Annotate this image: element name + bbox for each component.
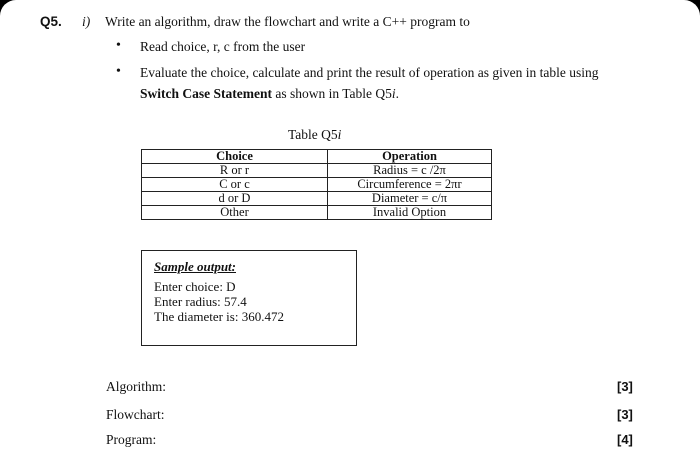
- sample-output-title: Sample output:: [154, 259, 236, 274]
- program-marks: [4]: [617, 432, 633, 447]
- cell-choice: Other: [142, 206, 328, 220]
- flowchart-label: Flowchart:: [106, 407, 165, 422]
- question-text: Write an algorithm, draw the flowchart and write a C++ program to: [105, 14, 470, 29]
- switch-case-emphasis: Switch Case Statement: [140, 86, 272, 101]
- header-choice: Choice: [142, 150, 328, 164]
- table-caption-text: Table Q5: [288, 127, 338, 142]
- cell-operation: Diameter = c/π: [328, 192, 492, 206]
- operations-table: [141, 149, 492, 220]
- algorithm-label: Algorithm:: [106, 379, 166, 394]
- cell-choice: C or c: [142, 178, 328, 192]
- cell-operation: Radius = c /2π: [328, 164, 492, 178]
- bullet-2-italic: i: [391, 86, 396, 101]
- table-caption: [288, 127, 341, 143]
- cell-choice: d or D: [142, 192, 328, 206]
- question-number: Q5.: [40, 14, 62, 29]
- question-part: i): [82, 14, 91, 29]
- header-operation: Operation: [328, 150, 492, 164]
- table-row: [142, 164, 492, 178]
- algorithm-marks: [3]: [617, 379, 633, 394]
- cell-operation: Invalid Option: [328, 206, 492, 220]
- cell-operation: Circumference = 2πr: [328, 178, 492, 192]
- bullet-2-icon: •: [116, 64, 121, 79]
- bullet-1-icon: •: [116, 38, 121, 53]
- table-header-row: [142, 150, 492, 164]
- sample-line: The diameter is: 360.472: [154, 309, 284, 324]
- bullet-1-text: Read choice, r, c from the user: [140, 39, 306, 54]
- bullet-2-rest: as shown in Table Q5: [271, 86, 392, 101]
- sample-output-box: [141, 250, 357, 346]
- bullet-2-end: .: [395, 86, 400, 101]
- table-caption-italic: i: [337, 127, 342, 142]
- table-row: [142, 178, 492, 192]
- sample-line: Enter choice: D: [154, 279, 236, 294]
- flowchart-marks: [3]: [617, 407, 633, 422]
- sample-line: Enter radius: 57.4: [154, 294, 247, 309]
- bullet-2-text: Evaluate the choice, calculate and print the result of operation as given in table using: [140, 65, 599, 80]
- bullet-2-continuation: [140, 86, 399, 102]
- table-row: [142, 206, 492, 220]
- program-label: Program:: [106, 432, 157, 447]
- table-row: [142, 192, 492, 206]
- cell-choice: R or r: [142, 164, 328, 178]
